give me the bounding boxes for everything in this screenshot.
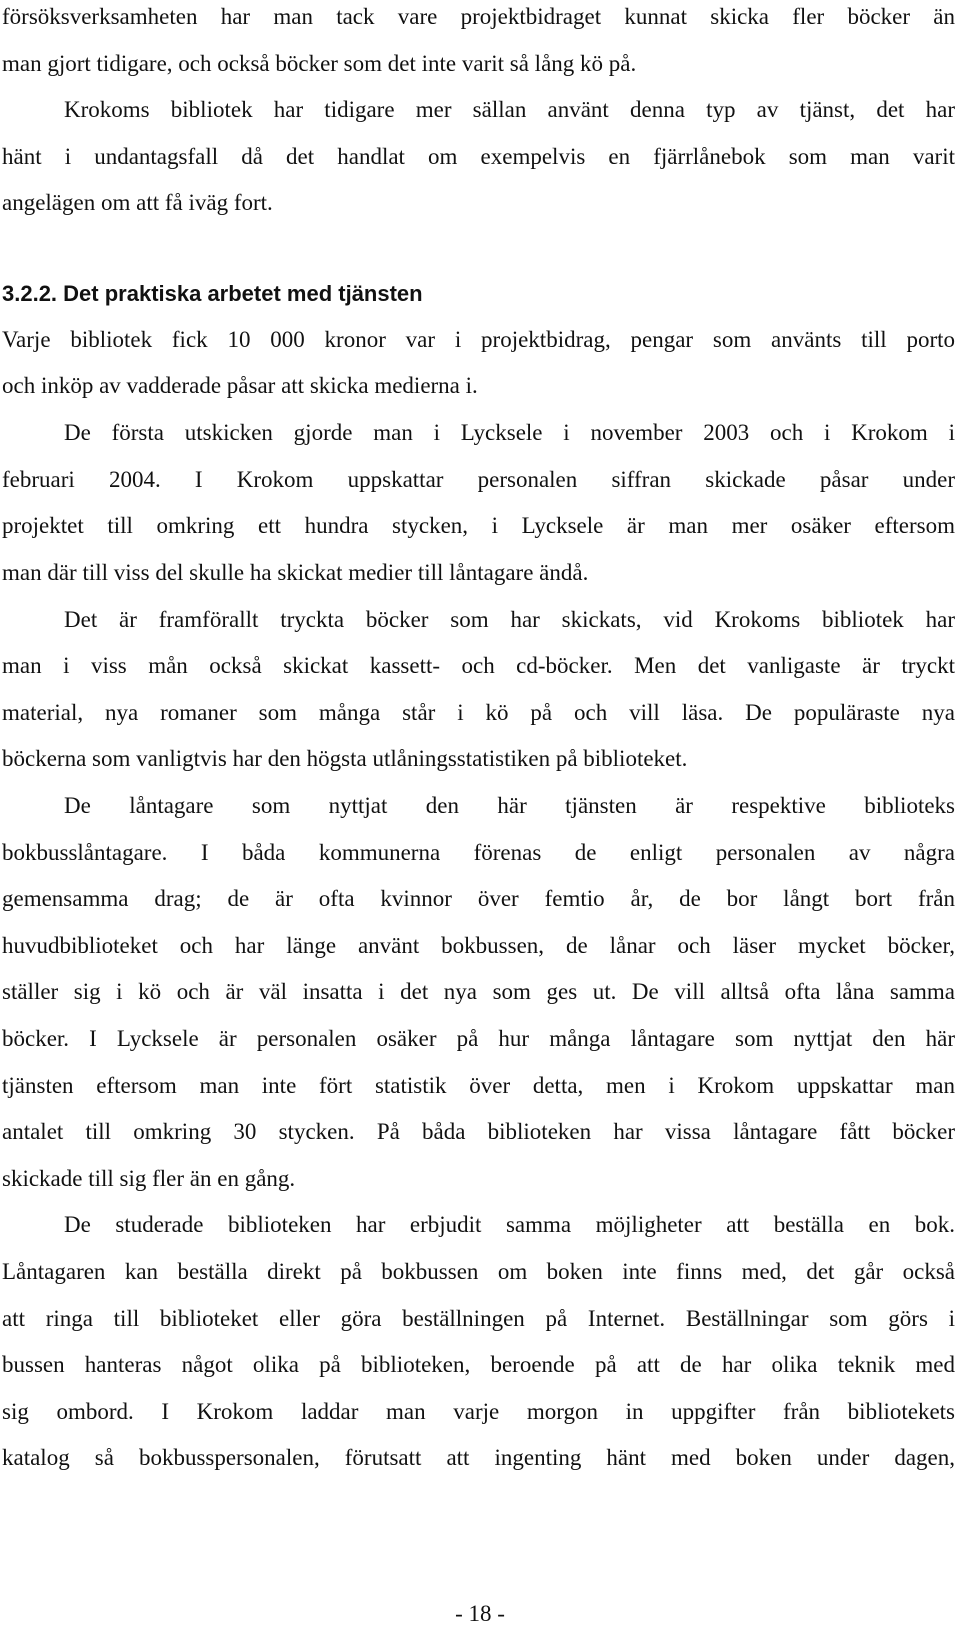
text-line: man där till viss del skulle ha skickat medier till låntagare ändå. — [2, 560, 589, 585]
text-line: huvudbiblioteket och har länge använt bokbussen, de lånar och läser mycket böcker, — [2, 933, 955, 958]
text-line: projektet till omkring ett hundra stycken, i Lycksele är man mer osäker eftersom — [2, 513, 955, 538]
text-line: att ringa till biblioteket eller göra beställningen på Internet. Beställningar som görs i — [2, 1306, 955, 1331]
text-line: De låntagare som nyttjat den här tjänsten är respektive biblioteks — [64, 793, 955, 818]
text-line: man gjort tidigare, och också böcker som det inte varit så lång kö på. — [2, 51, 637, 76]
page-number: - 18 - — [455, 1601, 505, 1626]
text-line: skickade till sig fler än en gång. — [2, 1166, 296, 1191]
text-line: material, nya romaner som många står i kö på och vill läsa. De populäraste nya — [2, 700, 955, 725]
text-line: Det är framförallt tryckta böcker som har skickats, vid Krokoms bibliotek har — [64, 607, 955, 632]
section-heading: 3.2.2. Det praktiska arbetet med tjänsten — [2, 281, 423, 306]
text-line: antalet till omkring 30 stycken. På båda biblioteken har vissa låntagare fått böcker — [2, 1119, 955, 1144]
text-line: tjänsten eftersom man inte fört statistik över detta, men i Krokom uppskattar man — [2, 1073, 955, 1098]
text-line: bussen hanteras något olika på biblioteken, beroende på att de har olika teknik med — [2, 1352, 955, 1377]
text-line: man i viss mån också skickat kassett- och cd-böcker. Men det vanligaste är tryckt — [2, 653, 955, 678]
text-line: böckerna som vanligtvis har den högsta utlåningsstatistiken på biblioteket. — [2, 746, 688, 771]
text-line: Varje bibliotek fick 10 000 kronor var i projektbidrag, pengar som använts till porto — [2, 327, 955, 352]
text-line: ställer sig i kö och är väl insatta i det nya som ges ut. De vill alltså ofta låna samma — [2, 979, 955, 1004]
text-line: gemensamma drag; de är ofta kvinnor över femtio år, de bor långt bort från — [2, 886, 955, 911]
text-line: De studerade biblioteken har erbjudit samma möjligheter att beställa en bok. — [64, 1212, 955, 1237]
text-line: Krokoms bibliotek har tidigare mer sällan använt denna typ av tjänst, det har — [64, 97, 955, 122]
text-line: katalog så bokbusspersonalen, förutsatt att ingenting hänt med boken under dagen, — [2, 1445, 955, 1470]
text-line: och inköp av vadderade påsar att skicka medierna i. — [2, 373, 478, 398]
text-line: angelägen om att få iväg fort. — [2, 190, 273, 215]
text-line: Låntagaren kan beställa direkt på bokbussen om boken inte finns med, det går också — [2, 1259, 955, 1284]
text-line: böcker. I Lycksele är personalen osäker på hur många låntagare som nyttjat den här — [2, 1026, 955, 1051]
text-line: februari 2004. I Krokom uppskattar personalen siffran skickade påsar under — [2, 467, 955, 492]
text-line: sig ombord. I Krokom laddar man varje morgon in uppgifter från bibliotekets — [2, 1399, 955, 1424]
text-line: bokbusslåntagare. I båda kommunerna förenas de enligt personalen av några — [2, 840, 955, 865]
text-line: De första utskicken gjorde man i Lycksele i november 2003 och i Krokom i — [64, 420, 955, 445]
text-line: försöksverksamheten har man tack vare projektbidraget kunnat skicka fler böcker än — [2, 4, 955, 29]
text-line: hänt i undantagsfall då det handlat om exempelvis en fjärrlånebok som man varit — [2, 144, 955, 169]
